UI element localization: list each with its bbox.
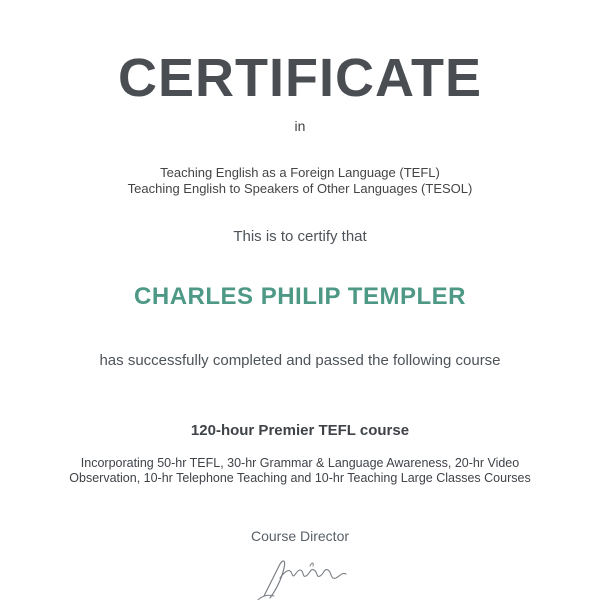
course-details-line-2: Observation, 10-hr Telephone Teaching and 10-hr Teaching Large Classes Courses bbox=[69, 471, 531, 485]
program-line-tesol: Teaching English to Speakers of Other Languages (TESOL) bbox=[127, 181, 473, 196]
completion-statement: has successfully completed and passed the following course bbox=[99, 352, 501, 369]
signatory-role: Course Director bbox=[250, 528, 350, 544]
certify-statement: This is to certify that bbox=[233, 228, 367, 245]
course-details bbox=[0, 456, 600, 486]
course-details-line-1: Incorporating 50-hr TEFL, 30-hr Grammar & Language Awareness, 20-hr Video bbox=[80, 456, 520, 470]
recipient-name: CHARLES PHILIP TEMPLER bbox=[134, 283, 466, 310]
course-title: 120-hour Premier TEFL course bbox=[190, 422, 410, 439]
program-names bbox=[0, 165, 600, 197]
in-text: in bbox=[294, 118, 306, 134]
director-signature bbox=[250, 556, 360, 600]
program-line-tefl: Teaching English as a Foreign Language (TEFL) bbox=[160, 165, 440, 180]
certificate-title: CERTIFICATE bbox=[118, 48, 482, 108]
